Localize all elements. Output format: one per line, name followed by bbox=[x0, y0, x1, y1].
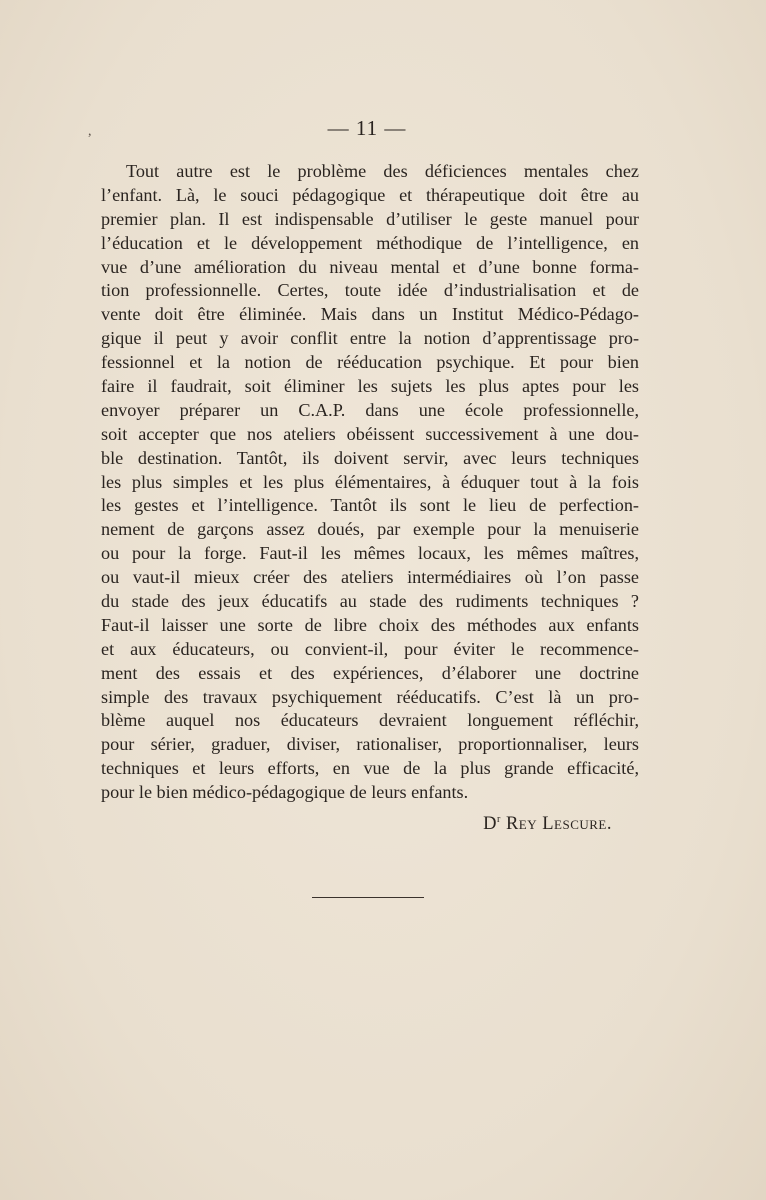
paragraph-line: du stade des jeux éducatifs au stade des rudiments techniques ? bbox=[101, 591, 639, 612]
paragraph-line: pour sérier, graduer, diviser, rationaliser, proportionnaliser, leurs bbox=[101, 734, 639, 755]
paragraph-line: les plus simples et les plus élémentaires, à éduquer tout à la fois bbox=[101, 471, 639, 492]
paragraph-line: premier plan. Il est indispensable d’utiliser le geste manuel pour bbox=[101, 208, 639, 229]
paragraph-line: Faut-il laisser une sorte de libre choix des méthodes aux enfants bbox=[101, 614, 639, 635]
stray-mark: , bbox=[88, 124, 92, 139]
paragraph-line: Tout autre est le problème des déficiences mentales chez bbox=[126, 161, 639, 181]
paragraph-line: ment des essais et des expériences, d’élaborer une doctrine bbox=[101, 662, 639, 683]
paragraph-line: l’éducation et le développement méthodique de l’intelligence, en bbox=[101, 232, 639, 253]
paragraph-line: blème auquel nos éducateurs devraient longuement réfléchir, bbox=[101, 710, 639, 731]
paragraph-line: techniques et leurs efforts, en vue de la plus grande efficacité, bbox=[101, 758, 639, 779]
paragraph-line: l’enfant. Là, le souci pédagogique et thérapeutique doit être au bbox=[101, 184, 639, 205]
signature-prefix: D bbox=[483, 814, 497, 834]
paragraph-line: ble destination. Tantôt, ils doivent servir, avec leurs techniques bbox=[101, 447, 639, 468]
page-number: — 11 — bbox=[327, 116, 407, 140]
paragraph-line: nement de garçons assez doués, par exemple pour la menuiserie bbox=[101, 519, 639, 540]
paragraph-line: envoyer préparer un C.A.P. dans une école professionnelle, bbox=[101, 399, 639, 420]
paragraph-line: tion professionnelle. Certes, toute idée d’industrialisation et de bbox=[101, 280, 639, 301]
body-paragraph bbox=[101, 160, 639, 805]
paragraph-line: vente doit être éliminée. Mais dans un Institut Médico-Pédago- bbox=[101, 304, 639, 325]
paragraph-line: ou pour la forge. Faut-il les mêmes locaux, les mêmes maîtres, bbox=[101, 543, 639, 564]
signature-prefix-sup: r bbox=[496, 814, 501, 825]
paragraph-line: pour le bien médico-pédagogique de leurs enfants. bbox=[101, 782, 469, 803]
paragraph-line: vue d’une amélioration du niveau mental et d’une bonne forma- bbox=[101, 256, 639, 277]
paragraph-line: simple des travaux psychiquement rééducatifs. C’est là un pro- bbox=[101, 686, 639, 707]
paragraph-line: ou vaut-il mieux créer des ateliers intermédiaires où l’on passe bbox=[101, 567, 639, 588]
paragraph-line: gique il peut y avoir conflit entre la notion d’apprentissage pro- bbox=[101, 328, 639, 349]
paragraph-line: soit accepter que nos ateliers obéissent successivement à une dou- bbox=[101, 423, 639, 444]
paragraph-line: et aux éducateurs, ou convient-il, pour éviter le recommence- bbox=[101, 638, 639, 659]
author-signature bbox=[483, 814, 612, 835]
paragraph-line: fessionnel et la notion de rééducation psychique. Et pour bien bbox=[101, 352, 639, 373]
end-rule bbox=[312, 897, 424, 898]
paragraph-line: faire il faudrait, soit éliminer les sujets les plus aptes pour les bbox=[101, 376, 639, 397]
paragraph-line: les gestes et l’intelligence. Tantôt ils sont le lieu de perfection- bbox=[101, 495, 639, 516]
signature-name: Rey Lescure. bbox=[505, 814, 612, 834]
